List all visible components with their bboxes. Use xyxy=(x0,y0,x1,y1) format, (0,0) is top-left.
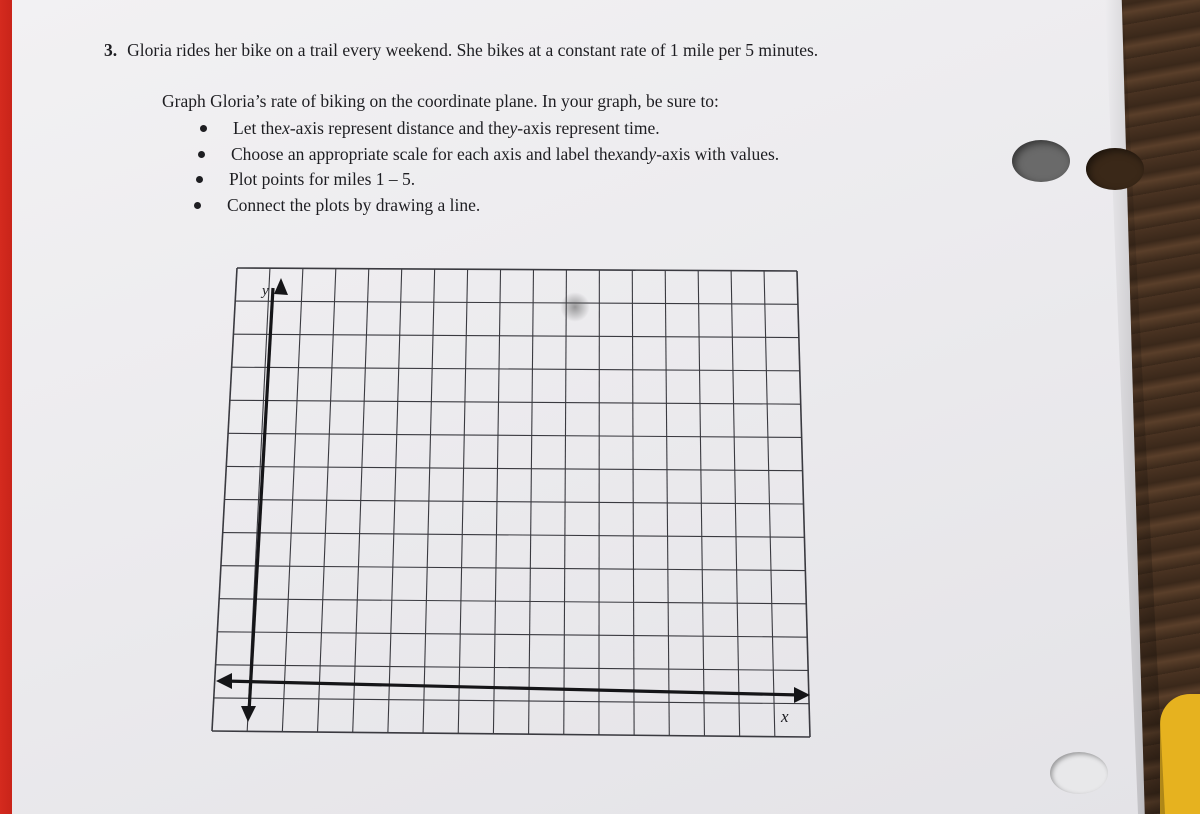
grid-line-horizontal xyxy=(226,466,802,470)
grid-line-horizontal xyxy=(235,301,798,304)
question-number: 3. xyxy=(104,40,118,60)
x-axis-label: x xyxy=(781,707,789,726)
grid-line-horizontal xyxy=(233,334,798,337)
question-body: Gloria rides her bike on a trail every weekend. She bikes at a constant rate of 1 mile per 5 minutes. xyxy=(127,40,819,60)
bullet-item: Plot points for miles 1 – 5. xyxy=(182,167,779,193)
grid-line-horizontal xyxy=(219,599,806,604)
grid-line-horizontal xyxy=(230,400,801,404)
pencil-smudge xyxy=(560,292,590,322)
x-axis-line xyxy=(224,681,800,695)
y-axis-label: y xyxy=(262,283,269,299)
bullet-item: Connect the plots by drawing a line. xyxy=(180,193,779,219)
grid-line-horizontal xyxy=(237,268,797,271)
grid-line-horizontal xyxy=(214,698,809,704)
x-axis-arrow-left-icon xyxy=(216,673,232,689)
bullet-item: Let the x -axis represent distance and the y -axis represent time. xyxy=(186,116,779,142)
grid-line-horizontal xyxy=(221,566,805,571)
grid-lines xyxy=(212,268,810,737)
graph-instruction: Graph Gloria’s rate of biking on the coordinate plane. In your graph, be sure to: xyxy=(162,91,719,111)
grid-line-horizontal xyxy=(212,731,810,737)
grid-line-horizontal xyxy=(217,632,807,637)
bullet-item: Choose an appropriate scale for each axis and label the x and y -axis with values. xyxy=(184,142,779,168)
x-axis-arrow-right-icon xyxy=(794,687,810,703)
grid-line-horizontal xyxy=(232,367,800,371)
grid-line-horizontal xyxy=(225,500,804,505)
grid-line-horizontal xyxy=(228,433,802,437)
y-axis-arrow-up-icon xyxy=(274,278,288,295)
y-axis-arrow-down-icon xyxy=(241,706,256,722)
grid-line-horizontal xyxy=(216,665,809,671)
grid-line-horizontal xyxy=(223,533,805,538)
